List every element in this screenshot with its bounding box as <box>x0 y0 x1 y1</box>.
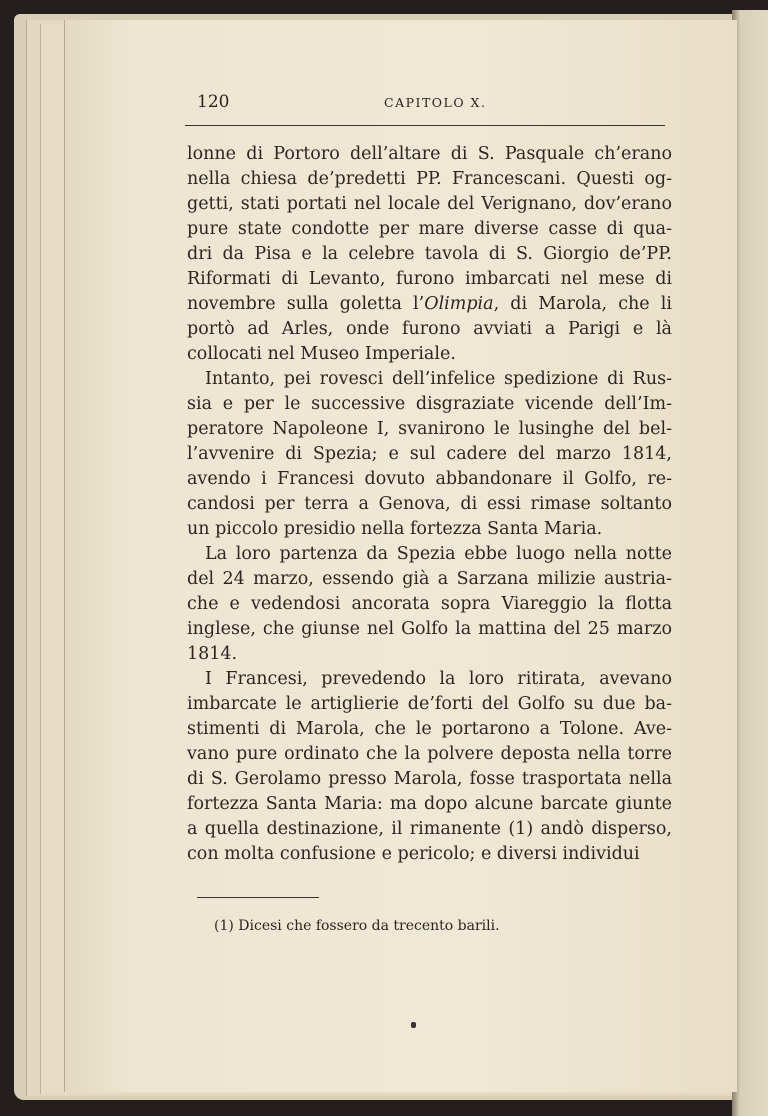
text-line: La loro partenza da Spezia ebbe luogo nella notte <box>205 544 672 564</box>
text-line: di S. Gerolamo presso Marola, fosse trasportata nella <box>187 769 672 789</box>
text-line: avendo i Francesi dovuto abbandonare il Golfo, re- <box>187 469 672 489</box>
text-line: inglese, che giunse nel Golfo la mattina del 25 marzo <box>187 619 672 639</box>
facing-page-edge <box>732 10 768 1116</box>
text-line: Intanto, pei rovesci dell’infelice spedizione di Rus- <box>205 369 672 389</box>
header-rule <box>185 125 665 126</box>
text-line: 1814. <box>187 644 238 664</box>
text-line: fortezza Santa Maria: ma dopo alcune barcate giunte <box>187 794 672 814</box>
text-line: novembre sulla goletta l’Olimpia, di Marola, che li <box>187 294 672 314</box>
text-line: pure state condotte per mare diverse casse di qua- <box>187 219 672 239</box>
text-line: un piccolo presidio nella fortezza Santa Maria. <box>187 519 603 539</box>
text-line: nella chiesa de’predetti PP. Francescani. Questi og- <box>187 169 672 189</box>
text-line: I Francesi, prevedendo la loro ritirata, avevano <box>205 669 672 689</box>
text-line: collocati nel Museo Imperiale. <box>187 344 456 364</box>
text-line: vano pure ordinato che la polvere deposta nella torre <box>187 744 672 764</box>
text-line: sia e per le successive disgraziate vicende dell’Im- <box>187 394 672 414</box>
text-line: getti, stati portati nel locale del Verignano, dov’erano <box>187 194 672 214</box>
text-line: del 24 marzo, essendo già a Sarzana milizie austria- <box>187 569 672 589</box>
footnote-rule <box>197 897 319 898</box>
text-line: a quella destinazione, il rimanente (1) andò disperso, <box>187 819 672 839</box>
running-header <box>197 92 667 116</box>
text-line: Riformati di Levanto, furono imbarcati nel mese di <box>187 269 672 289</box>
body-text <box>187 142 672 867</box>
text-line: lonne di Portoro dell’altare di S. Pasquale ch’erano <box>187 144 672 164</box>
signature-mark <box>411 1022 416 1028</box>
text-line: peratore Napoleone I, svanirono le lusinghe del bel- <box>187 419 672 439</box>
page-number: 120 <box>197 92 230 112</box>
text-line: imbarcate le artiglierie de’forti del Golfo su due ba- <box>187 694 672 714</box>
text-line: portò ad Arles, onde furono avviati a Parigi e là <box>187 319 672 339</box>
chapter-title: CAPITOLO X. <box>384 95 487 110</box>
text-line: candosi per terra a Genova, di essi rimase soltanto <box>187 494 672 514</box>
footnote: (1) Dicesi che fossero da trecento barili. <box>214 918 500 934</box>
text-line: stimenti di Marola, che le portarono a Tolone. Ave- <box>187 719 672 739</box>
text-line: l’avvenire di Spezia; e sul cadere del marzo 1814, <box>187 444 672 464</box>
text-line: dri da Pisa e la celebre tavola di S. Giorgio de’PP. <box>187 244 672 264</box>
text-line: con molta confusione e pericolo; e diversi individui <box>187 844 640 864</box>
text-line: che e vedendosi ancorata sopra Viareggio la flotta <box>187 594 672 614</box>
